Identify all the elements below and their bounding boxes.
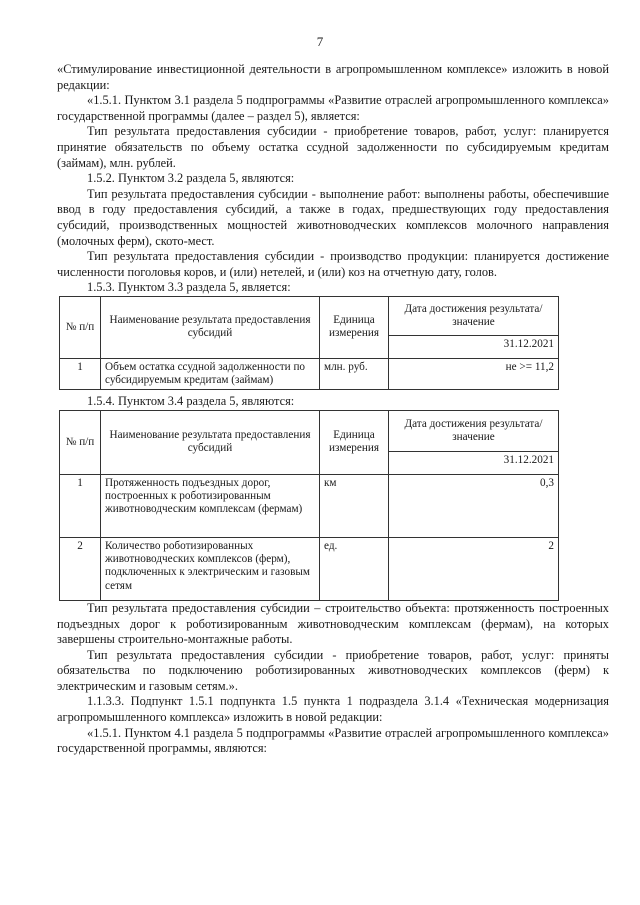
row-unit: ед. <box>320 537 389 600</box>
paragraph: Тип результата предоставления субсидии – строительство объекта: протяженность построенных подъездных дорог к роботизированным животноводческим комплексам (фермам), на которых завершены строительно-монтажные работы. <box>57 600 609 647</box>
paragraph: 1.1.3.3. Подпункт 1.5.1 подпункта 1.5 пункта 1 подраздела 3.1.4 «Техническая модернизация агропромышленного комплекса» изложить в новой редакции: <box>57 694 609 725</box>
paragraph: «Стимулирование инвестиционной деятельности в агропромышленном комплексе» изложить в новой редакции: <box>57 62 609 92</box>
paragraph: 1.5.4. Пунктом 3.4 раздела 5, являются: <box>87 394 295 409</box>
paragraph: Тип результата предоставления субсидии - производство продукции: планируется достижение численности поголовья коров, и (или) нетелей, и (или) коз на отчетную дату, голов. <box>57 249 609 279</box>
row-value: не >= 11,2 <box>389 358 559 389</box>
paragraph: 1.5.3. Пунктом 3.3 раздела 5, является: <box>87 280 291 295</box>
date-cell: 31.12.2021 <box>389 335 559 358</box>
row-name: Протяженность подъездных дорог, построенных к роботизированным животноводческим комплексам (фермам) <box>101 474 320 537</box>
header-name: Наименование результата предоставления субсидий <box>101 410 320 474</box>
header-num: № п/п <box>60 296 101 358</box>
row-name: Объем остатка ссудной задолженности по субсидируемым кредитам (займам) <box>101 358 320 389</box>
header-unit: Единица измерения <box>320 296 389 358</box>
header-date: Дата достижения результата/значение <box>389 296 559 335</box>
paragraph: Тип результата предоставления субсидии - приобретение товаров, работ, услуг: приняты обязательства по подключению роботизированных животноводческих комплексов (ферм) к электрическим и газовым сетям.». <box>57 647 609 693</box>
paragraph: «1.5.1. Пунктом 3.1 раздела 5 подпрограммы «Развитие отраслей агропромышленного комплекса» государственной программы (далее – раздел 5), является: <box>57 93 609 123</box>
table-row <box>60 537 559 600</box>
row-value: 2 <box>389 537 559 600</box>
results-table-2 <box>59 410 559 601</box>
row-value: 0,3 <box>389 474 559 537</box>
header-num: № п/п <box>60 410 101 474</box>
page-number: 7 <box>316 34 324 49</box>
row-num: 1 <box>60 474 101 537</box>
paragraph: «1.5.1. Пунктом 4.1 раздела 5 подпрограммы «Развитие отраслей агропромышленного комплекса» государственной программы, являются: <box>57 725 609 756</box>
table-row <box>60 358 559 389</box>
row-name: Количество роботизированных животноводческих комплексов (ферм), подключенных к электрическим и газовым сетям <box>101 537 320 600</box>
paragraph: Тип результата предоставления субсидии - выполнение работ: выполнены работы, обеспечившие ввод в году предоставления субсидий, а также в годах, предшествующих году предоставления субсидий, производственных мощностей животноводческих комплексов молочного направления (молочных ферм), ското-мест. <box>57 186 609 248</box>
header-name: Наименование результата предоставления субсидий <box>101 296 320 358</box>
header-unit: Единица измерения <box>320 410 389 474</box>
row-unit: км <box>320 474 389 537</box>
header-date: Дата достижения результата/значение <box>389 410 559 451</box>
results-table-1 <box>59 296 559 390</box>
row-num: 1 <box>60 358 101 389</box>
document-body <box>57 62 609 757</box>
paragraph: Тип результата предоставления субсидии - приобретение товаров, работ, услуг: планируется принятие обязательств по объему остатка ссудной задолженности по субсидируемым кредитам (займам), млн. рублей. <box>57 124 609 170</box>
date-cell: 31.12.2021 <box>389 451 559 474</box>
row-unit: млн. руб. <box>320 358 389 389</box>
table-row <box>60 474 559 537</box>
paragraph: 1.5.2. Пунктом 3.2 раздела 5, являются: <box>87 171 295 186</box>
row-num: 2 <box>60 537 101 600</box>
